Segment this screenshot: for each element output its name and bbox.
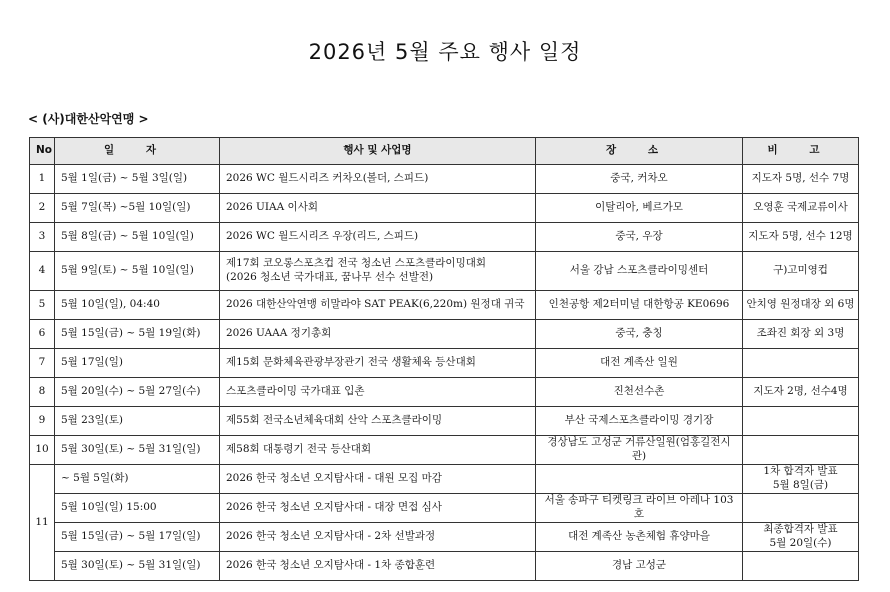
row-date: 5월 30일(토) ~ 5월 31일(일)	[55, 436, 220, 465]
header-event: 행사 및 사업명	[220, 138, 536, 165]
row-no: 10	[30, 436, 55, 465]
row-event: 2026 WC 월드시리즈 커차오(볼더, 스피드)	[220, 165, 536, 194]
row-date: 5월 10일(일) 15:00	[55, 494, 220, 523]
row-note-line: 5월 20일(수)	[769, 537, 832, 549]
header-note: 비 고	[743, 138, 859, 165]
row-note	[743, 465, 859, 494]
row-no: 7	[30, 349, 55, 378]
table-row	[30, 194, 859, 223]
row-note-line: 최종합격자 발표	[763, 523, 838, 536]
row-no: 2	[30, 194, 55, 223]
row-date: 5월 30일(토) ~ 5월 31일(일)	[55, 552, 220, 581]
row-note: 지도자 2명, 선수4명	[743, 378, 859, 407]
row-event: 2026 UIAA 이사회	[220, 194, 536, 223]
row-note	[743, 523, 859, 552]
row-date: 5월 20일(수) ~ 5월 27일(수)	[55, 378, 220, 407]
organization-heading: < (사)대한산악연맹 >	[28, 112, 149, 126]
table-row	[30, 523, 859, 552]
row-date: 5월 8일(금) ~ 5월 10일(일)	[55, 223, 220, 252]
row-note: 지도자 5명, 선수 12명	[743, 223, 859, 252]
row-note	[743, 552, 859, 581]
row-event: 제58회 대통령기 전국 등산대회	[220, 436, 536, 465]
table-row	[30, 349, 859, 378]
row-date: 5월 10일(일), 04:40	[55, 291, 220, 320]
row-place	[536, 465, 743, 494]
table-row	[30, 436, 859, 465]
row-event: 2026 한국 청소년 오지탐사대 - 1차 종합훈련	[220, 552, 536, 581]
page-title: 2026년 5월 주요 행사 일정	[308, 40, 582, 64]
row-date: 5월 1일(금) ~ 5월 3일(일)	[55, 165, 220, 194]
row-note: 조좌진 회장 외 3명	[743, 320, 859, 349]
row-note-line: 1차 합격자 발표	[763, 465, 838, 478]
table-row	[30, 223, 859, 252]
row-no: 6	[30, 320, 55, 349]
row-place: 부산 국제스포츠클라이밍 경기장	[536, 407, 743, 436]
row-date: 5월 7일(목) ~5월 10일(일)	[55, 194, 220, 223]
row-place: 이탈리아, 베르가모	[536, 194, 743, 223]
row-note: 구)고미영컵	[743, 252, 859, 291]
row-date: 5월 17일(일)	[55, 349, 220, 378]
row-date: 5월 23일(토)	[55, 407, 220, 436]
row-no: 8	[30, 378, 55, 407]
row-place: 중국, 커차오	[536, 165, 743, 194]
row-event: 2026 한국 청소년 오지탐사대 - 2차 선발과정	[220, 523, 536, 552]
row-event: 제55회 전국소년체육대회 산악 스포츠클라이밍	[220, 407, 536, 436]
table-row	[30, 465, 859, 494]
row-date: 5월 15일(금) ~ 5월 19일(화)	[55, 320, 220, 349]
row-event: 2026 UAAA 정기총회	[220, 320, 536, 349]
row-note	[743, 436, 859, 465]
header-no: No	[30, 138, 55, 165]
row-no: 1	[30, 165, 55, 194]
table-row	[30, 252, 859, 291]
row-event-line: 제17회 코오롱스포츠컵 전국 청소년 스포츠클라이밍대회	[226, 257, 486, 270]
row-no: 5	[30, 291, 55, 320]
table-row	[30, 291, 859, 320]
row-event	[220, 252, 536, 291]
row-place: 중국, 충칭	[536, 320, 743, 349]
row-event: 2026 대한산악연맹 히말라야 SAT PEAK(6,220m) 원정대 귀국	[220, 291, 536, 320]
table-row	[30, 494, 859, 523]
row-place: 대전 계족산 농촌체험 휴양마을	[536, 523, 743, 552]
row-place: 인천공항 제2터미널 대한항공 KE0696	[536, 291, 743, 320]
row-date: 5월 15일(금) ~ 5월 17일(일)	[55, 523, 220, 552]
row-event: 2026 WC 월드시리즈 우장(리드, 스피드)	[220, 223, 536, 252]
row-place: 경상남도 고성군 거류산일원(엄홍길전시관)	[536, 436, 743, 465]
row-no: 11	[30, 465, 55, 581]
row-event: 2026 한국 청소년 오지탐사대 - 대장 면접 심사	[220, 494, 536, 523]
row-place: 서울 강남 스포츠클라이밍센터	[536, 252, 743, 291]
row-note: 안치영 원정대장 외 6명	[743, 291, 859, 320]
row-note	[743, 349, 859, 378]
row-note-line: 5월 8일(금)	[772, 479, 829, 491]
row-event-line: (2026 청소년 국가대표, 꿈나무 선수 선발전)	[226, 271, 434, 283]
row-no: 4	[30, 252, 55, 291]
row-place: 진천선수촌	[536, 378, 743, 407]
header-date: 일 자	[55, 138, 220, 165]
row-place: 서울 송파구 티켓링크 라이브 아레나 103호	[536, 494, 743, 523]
row-no: 3	[30, 223, 55, 252]
row-note: 지도자 5명, 선수 7명	[743, 165, 859, 194]
row-note: 오영훈 국제교류이사	[743, 194, 859, 223]
table-row	[30, 165, 859, 194]
row-note	[743, 407, 859, 436]
table-row	[30, 320, 859, 349]
row-place: 중국, 우장	[536, 223, 743, 252]
table-row	[30, 407, 859, 436]
row-event: 스포츠클라이밍 국가대표 입촌	[220, 378, 536, 407]
row-event: 2026 한국 청소년 오지탐사대 - 대원 모집 마감	[220, 465, 536, 494]
row-note	[743, 494, 859, 523]
table-header-row	[30, 138, 859, 165]
row-place: 경남 고성군	[536, 552, 743, 581]
row-event: 제15회 문화체육관광부장관기 전국 생활체육 등산대회	[220, 349, 536, 378]
table-row	[30, 378, 859, 407]
row-date: ~ 5월 5일(화)	[55, 465, 220, 494]
table-row	[30, 552, 859, 581]
row-no: 9	[30, 407, 55, 436]
row-place: 대전 계족산 일원	[536, 349, 743, 378]
header-place: 장 소	[536, 138, 743, 165]
row-date: 5월 9일(토) ~ 5월 10일(일)	[55, 252, 220, 291]
schedule-table	[29, 137, 859, 581]
